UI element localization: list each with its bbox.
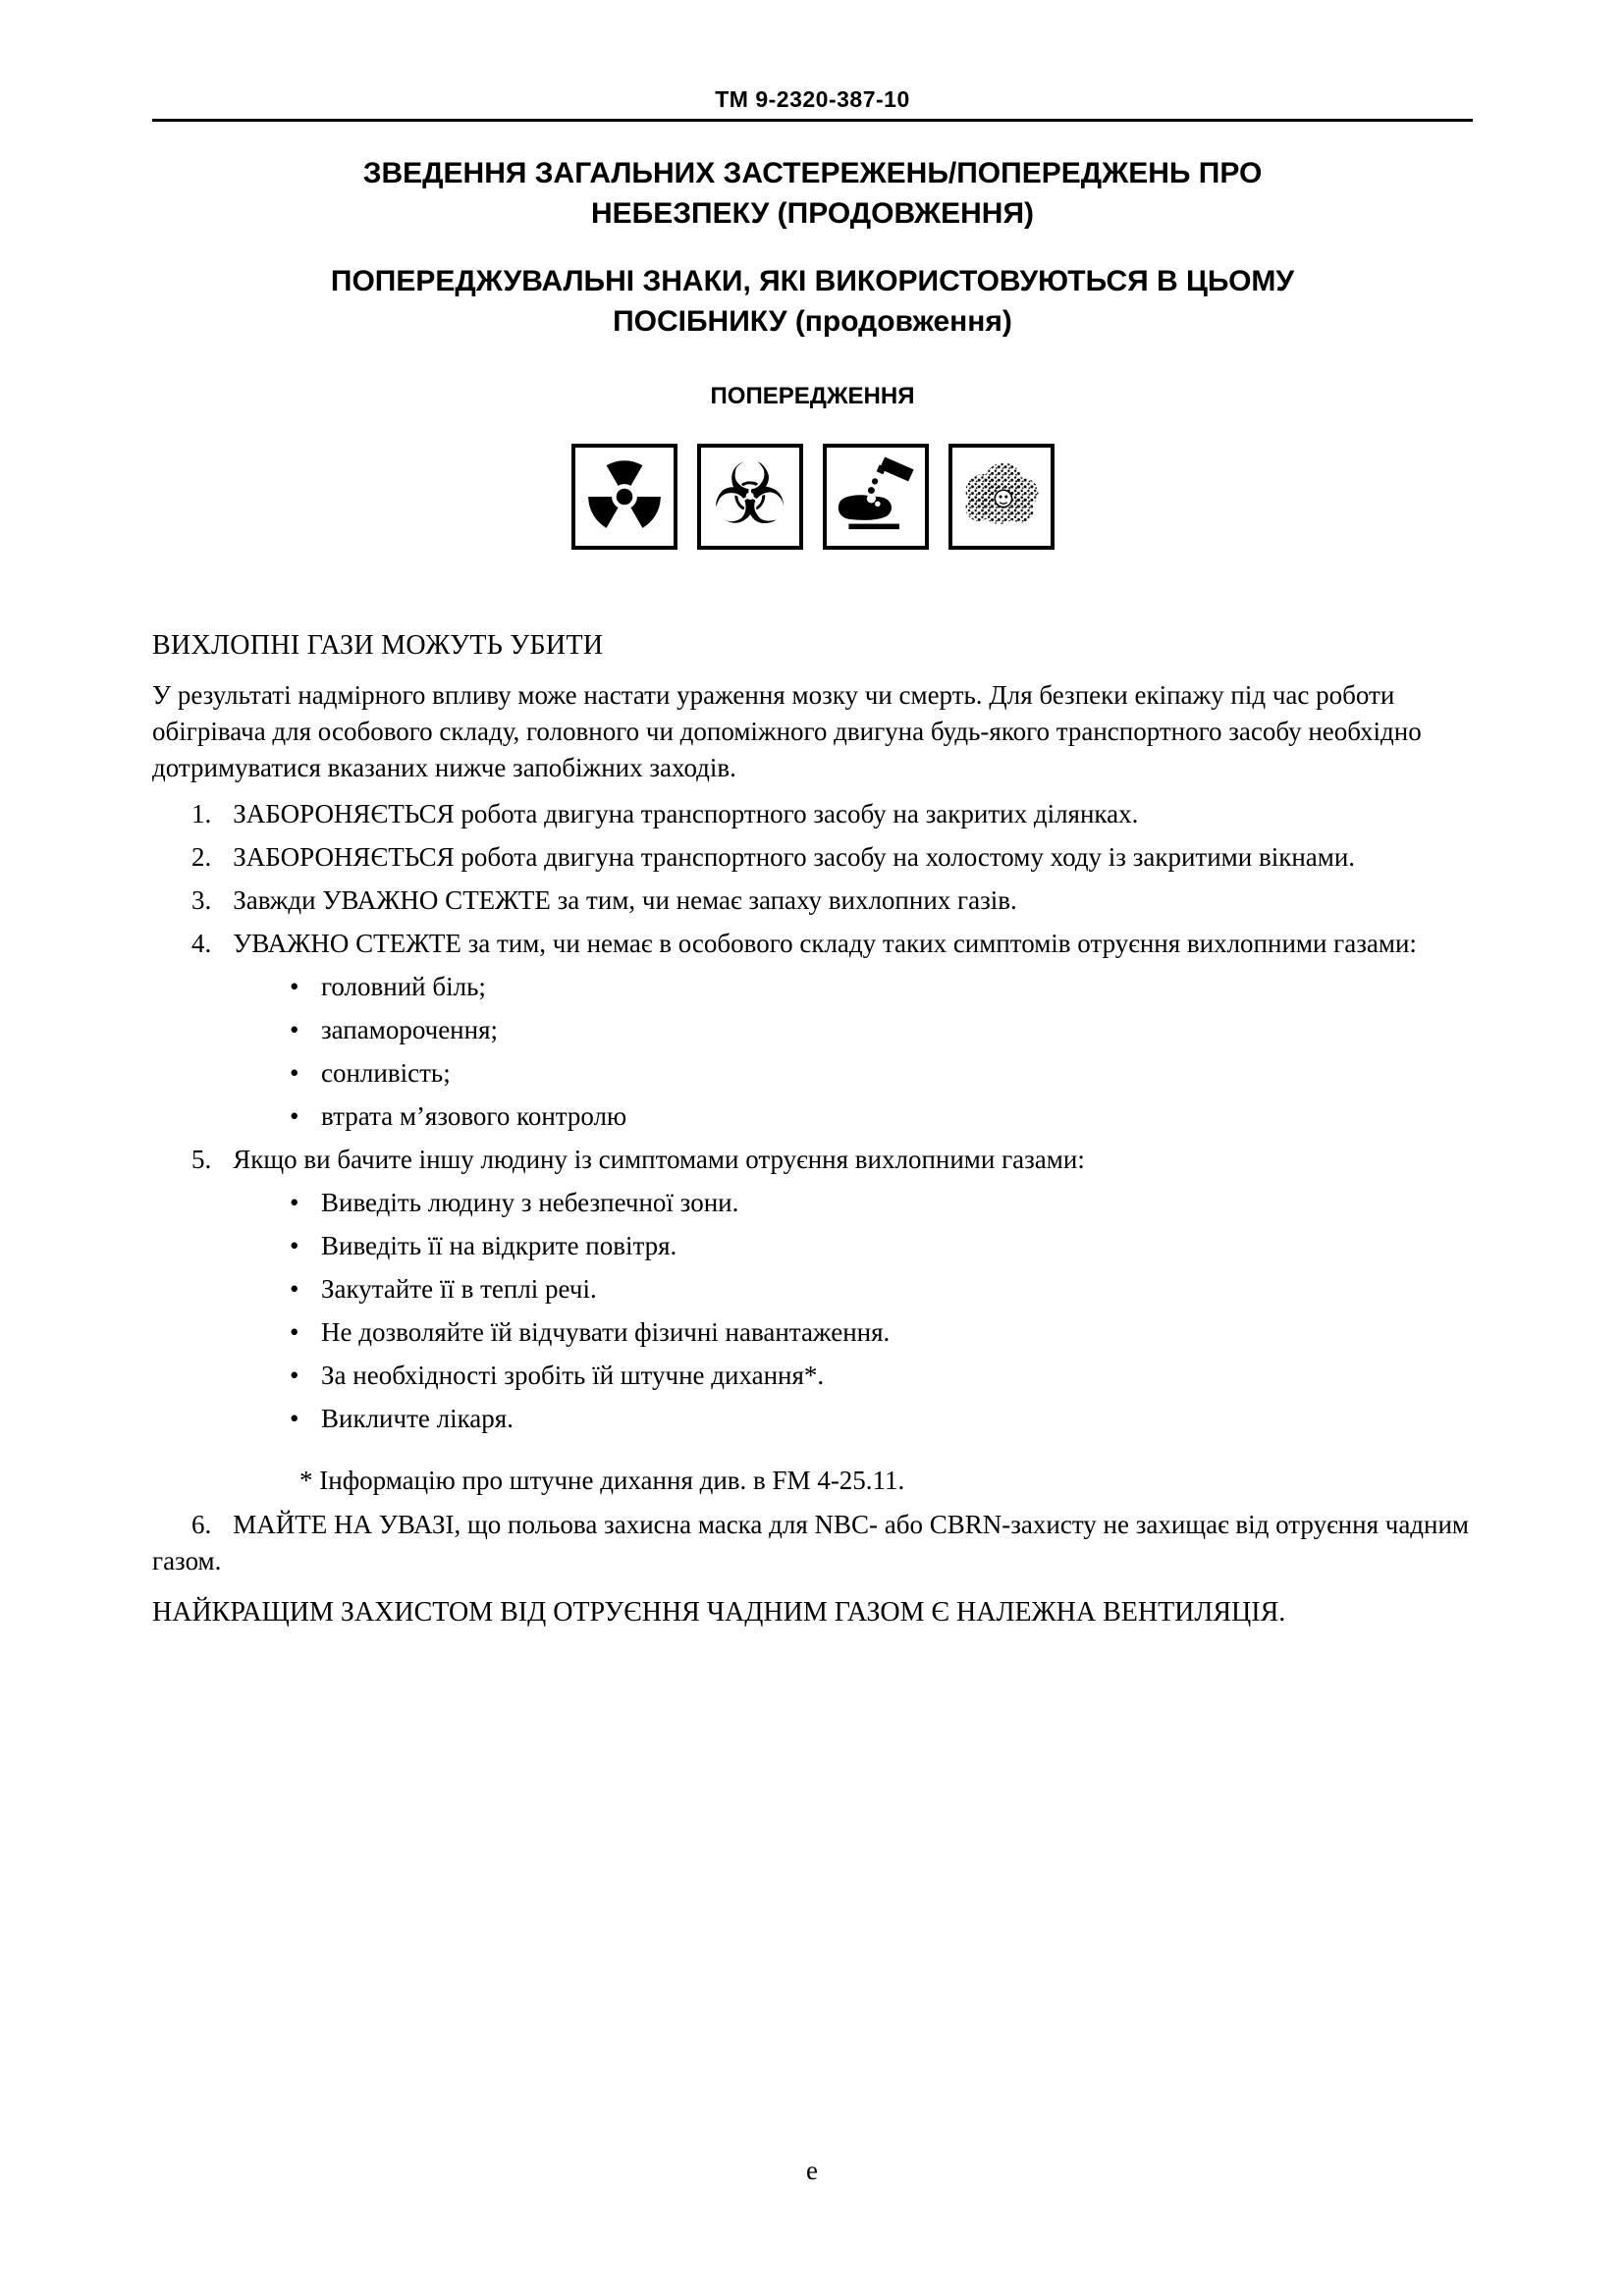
main-title: ЗВЕДЕННЯ ЗАГАЛЬНИХ ЗАСТЕРЕЖЕНЬ/ПОПЕРЕДЖЕНЬ ПРО НЕБЕЗПЕКУ (ПРОДОВЖЕННЯ) <box>362 157 1263 230</box>
list-item <box>152 926 1473 1135</box>
radiation-icon <box>571 444 677 550</box>
list-item-line <box>152 926 1473 962</box>
doc-number: ТМ 9-2320-387-10 <box>715 86 910 112</box>
corrosive-icon <box>823 444 929 550</box>
list-item-text: ЗАБОРОНЯЄТЬСЯ робота двигуна транспортного засобу на закритих ділянках. <box>233 799 1139 828</box>
list-item-line <box>152 1142 1473 1178</box>
list-item <box>152 839 1473 876</box>
list-item-line <box>152 1507 1473 1579</box>
biohazard-glyph: ☣ <box>711 446 788 544</box>
list-item-text: УВАЖНО СТЕЖТЕ за тим, чи немає в особового складу таких симптомів отруєння вихлопними газами: <box>233 929 1417 958</box>
sub-title: ПОПЕРЕДЖУВАЛЬНІ ЗНАКИ, ЯКІ ВИКОРИСТОВУЮТЬСЯ В ЦЬОМУ ПОСІБНИКУ (продовження) <box>330 265 1295 338</box>
list-item-text: ЗАБОРОНЯЄТЬСЯ робота двигуна транспортного засобу на холостому ходу із закритими вікнами. <box>233 842 1356 872</box>
list-item-number: 5. <box>191 1145 212 1174</box>
list-item-number: 4. <box>191 929 212 958</box>
bullet-item: • втрата м’язового контролю <box>290 1098 1473 1135</box>
footnote: * Інформацію про штучне дихання див. в FM 4-25.11. <box>299 1466 905 1495</box>
list-item-line <box>152 882 1473 919</box>
toxic-vapor-icon <box>948 444 1055 550</box>
bullet-item: • Не дозволяйте їй відчувати фізичні навантаження. <box>290 1314 1473 1351</box>
list-item-number: 6. <box>191 1510 212 1539</box>
biohazard-icon <box>697 444 803 550</box>
warning-icons-row <box>152 444 1473 550</box>
page-number: е <box>806 2156 818 2185</box>
bullet-item: • За необхідності зробіть їй штучне дихання*. <box>290 1358 1473 1394</box>
list-item-number: 2. <box>191 842 212 872</box>
list-item-number: 3. <box>191 885 212 915</box>
list-item <box>152 1507 1473 1579</box>
section-heading: ВИХЛОПНІ ГАЗИ МОЖУТЬ УБИТИ <box>152 630 604 661</box>
header-rule <box>152 119 1473 122</box>
list-item-line <box>152 839 1473 876</box>
list-item-line <box>152 796 1473 832</box>
list-item-number: 1. <box>191 799 212 828</box>
intro-paragraph: У результаті надмірного впливу може настати ураження мозку чи смерть. Для безпеки екіпажу під час роботи обігрівача для особового складу, головного чи допоміжного двигуна будь-якого транспортного засобу необхідно дотримуватися вказаних нижче запобіжних заходів. <box>152 680 1422 782</box>
bullet-item: • Виведіть її на відкрите повітря. <box>290 1228 1473 1264</box>
list-item-text: МАЙТЕ НА УВАЗІ, що польова захисна маска для NBC- або CBRN-захисту не захищає від отруєння чадним газом. <box>152 1510 1470 1575</box>
bullet-list <box>152 969 1473 1135</box>
list-item-text: Завжди УВАЖНО СТЕЖТЕ за тим, чи немає запаху вихлопних газів. <box>233 885 1017 915</box>
warning-list <box>152 796 1473 1579</box>
bullet-list <box>152 1185 1473 1437</box>
bullet-item: • головний біль; <box>290 969 1473 1005</box>
bullet-item: • Закутайте її в теплі речі. <box>290 1271 1473 1308</box>
bullet-item: • запаморочення; <box>290 1012 1473 1048</box>
bullet-item: • сонливість; <box>290 1055 1473 1092</box>
bullet-item: • Виведіть людину з небезпечної зони. <box>290 1185 1473 1221</box>
list-item <box>152 1142 1473 1499</box>
bullet-item: • Викличте лікаря. <box>290 1401 1473 1437</box>
warning-label: ПОПЕРЕДЖЕННЯ <box>710 383 915 409</box>
list-item <box>152 882 1473 919</box>
closing-statement: НАЙКРАЩИМ ЗАХИСТОМ ВІД ОТРУЄННЯ ЧАДНИМ ГАЗОМ Є НАЛЕЖНА ВЕНТИЛЯЦІЯ. <box>152 1597 1286 1628</box>
list-item-text: Якщо ви бачите іншу людину із симптомами отруєння вихлопними газами: <box>233 1145 1085 1174</box>
list-item <box>152 796 1473 832</box>
